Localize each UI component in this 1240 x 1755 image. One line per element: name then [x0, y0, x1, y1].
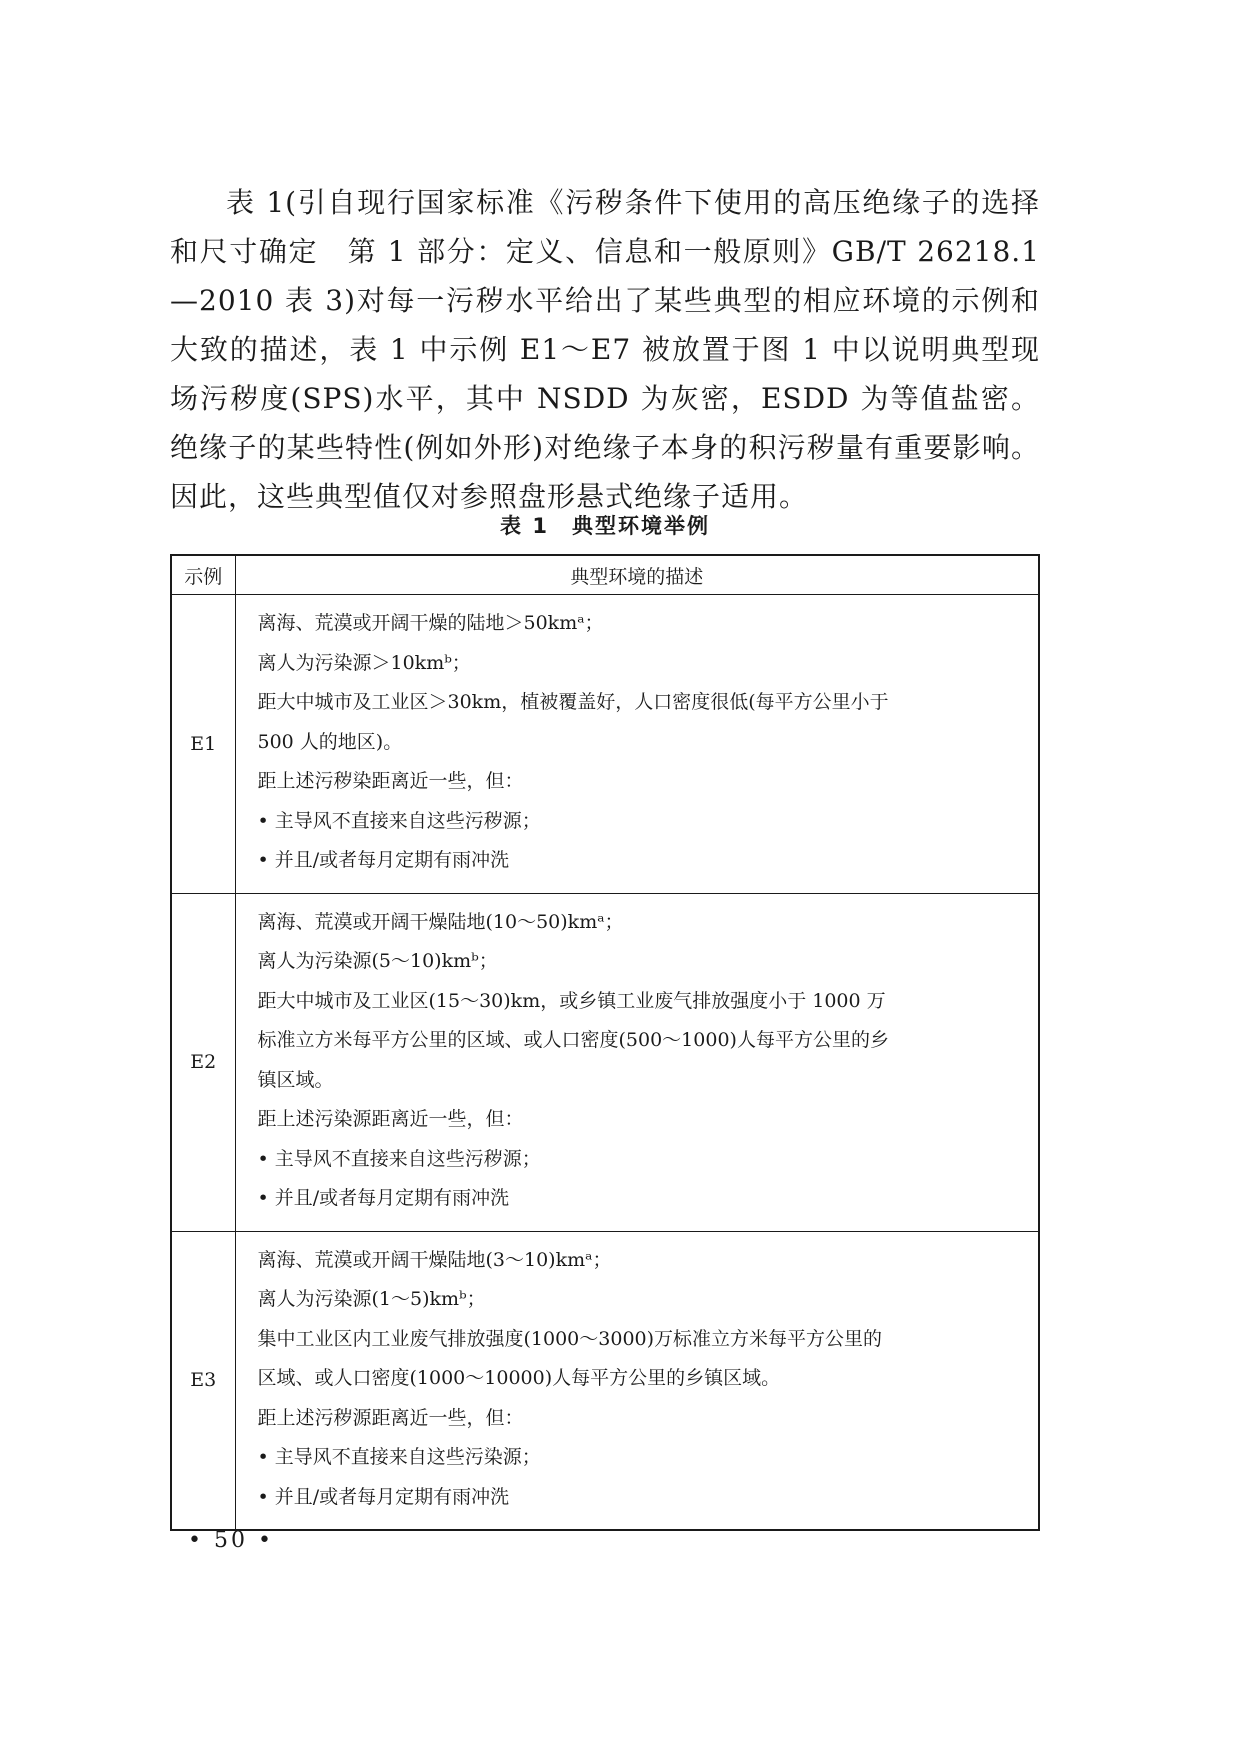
description-line: • 主导风不直接来自这些污秽源； [257, 809, 541, 832]
row-code: E2 [171, 893, 235, 1231]
intro-section [170, 178, 1040, 521]
table-row-e2 [171, 893, 1039, 1231]
page-number: • 50 • [188, 1528, 274, 1553]
environment-table [170, 554, 1040, 1531]
header-description: 典型环境的描述 [235, 555, 1039, 595]
description-line: 离人为污染源(5～10)kmᵇ； [257, 950, 498, 972]
description-line: 距大中城市及工业区＞30km，植被覆盖好，人口密度很低(每平方公里小于 [257, 691, 889, 713]
row-code: E3 [171, 1231, 235, 1530]
table-caption: 表 1 典型环境举例 [500, 514, 710, 538]
description-line: 标准立方米每平方公里的区域、或人口密度(500～1000)人每平方公里的乡 [257, 1029, 889, 1051]
row-description [235, 595, 1039, 894]
table-row-e1 [171, 595, 1039, 894]
description-line: • 并且/或者每月定期有雨冲洗 [257, 1187, 510, 1209]
description-line: • 主导风不直接来自这些污秽源； [257, 1147, 541, 1170]
description-line: 离人为污染源(1～5)kmᵇ； [257, 1288, 486, 1310]
description-line: 镇区域。 [257, 1068, 334, 1091]
intro-paragraph: 表 1(引自现行国家标准《污秽条件下使用的高压绝缘子的选择和尺寸确定 第 1 部分：定义、信息和一般原则》GB/T 26218.1—2010 表 3)对每一污秽水平给出了某些典型的相应环境的示例和大致的描述，表 1 中示例 E1～E7 被放置于图 1 中以说明典型现场污秽度(SPS)水平，其中 NSDD 为灰密，ESDD 为等值盐密。绝缘子的某些特性(例如外形)对绝缘子本身的积污秽量有重要影响。因此，这些典型值仅对参照盘形悬式绝缘子适用。 [170, 186, 1040, 513]
row-description [235, 893, 1039, 1231]
description-line: 离海、荒漠或开阔干燥的陆地＞50kmᵃ； [257, 612, 604, 634]
description-line: 距大中城市及工业区(15～30)km，或乡镇工业废气排放强度小于 1000 万 [257, 989, 886, 1012]
description-line: 离人为污染源＞10kmᵇ； [257, 651, 471, 674]
description-line: 区域、或人口密度(1000～10000)人每平方公里的乡镇区域。 [257, 1367, 781, 1389]
description-line: • 主导风不直接来自这些污染源； [257, 1446, 541, 1468]
row-code: E1 [171, 595, 235, 894]
description-line: 500 人的地区)。 [257, 730, 403, 753]
description-line: • 并且/或者每月定期有雨冲洗 [257, 849, 510, 871]
description-line: 离海、荒漠或开阔干燥陆地(10～50)kmᵃ； [257, 910, 624, 933]
description-line: 集中工业区内工业废气排放强度(1000～3000)万标准立方米每平方公里的 [257, 1327, 883, 1350]
header-example: 示例 [171, 555, 235, 595]
description-line: 距上述污秽染距离近一些，但： [257, 770, 524, 792]
description-line: 距上述污染源距离近一些，但： [257, 1108, 524, 1130]
table-row-e3 [171, 1231, 1039, 1530]
table-header-row [171, 555, 1039, 595]
description-line: 离海、荒漠或开阔干燥陆地(3～10)kmᵃ； [257, 1248, 612, 1271]
description-line: • 并且/或者每月定期有雨冲洗 [257, 1485, 510, 1508]
row-description [235, 1231, 1039, 1530]
description-line: 距上述污秽源距离近一些，但： [257, 1406, 524, 1429]
